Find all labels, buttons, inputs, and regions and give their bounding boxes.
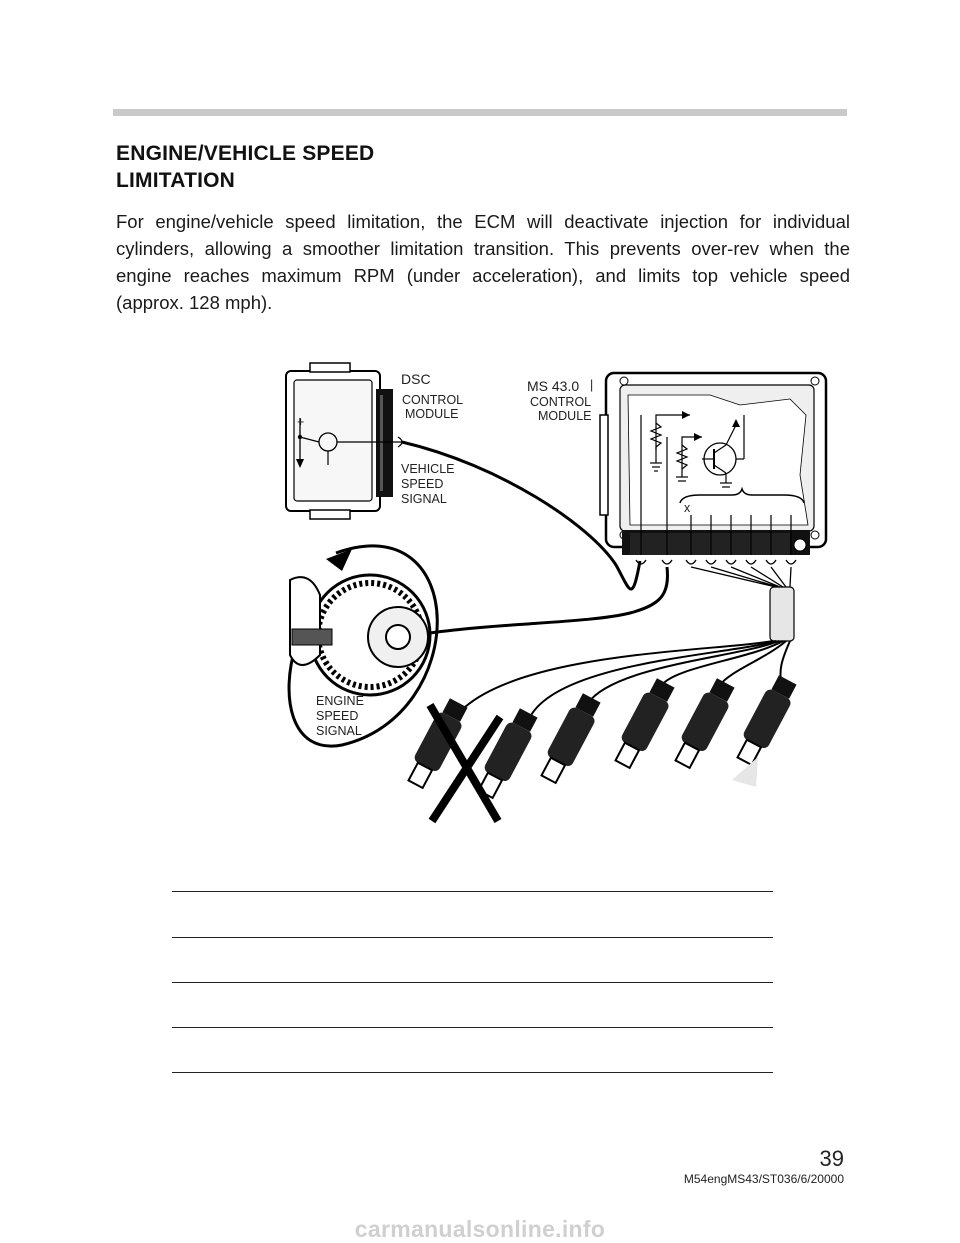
wire-bundle [691,567,794,641]
injectors [403,673,800,800]
ess-label-1: ENGINE [316,694,364,708]
ecm-label: MS 43.0 [527,378,580,394]
note-line-2 [172,937,773,938]
note-line-1 [172,891,773,892]
x-mark: x [684,501,691,515]
ess-label-2: SPEED [316,709,359,723]
body-paragraph: For engine/vehicle speed limitation, the ECM will deactivate injection for individual cylinders, allowing a smoother limitation transition. This prevents over-rev when the engine reaches maximum RPM (under acceleration), and limits top vehicle speed (approx. 128 mph). [116,211,850,313]
plus-mark: + [297,415,305,429]
dsc-label: DSC [401,371,431,387]
diagram-svg [270,355,830,830]
top-rule [113,109,847,116]
watermark: carmanualsonline.info [354,1216,606,1242]
ecm-sublabel-1: CONTROL [530,395,592,409]
dsc-module [286,363,402,519]
ess-label-3: SIGNAL [316,724,362,738]
document-code: M54engMS43/ST036/6/20000 [683,1172,844,1186]
ecm-module [600,373,826,555]
page-number: 39 [819,1146,844,1171]
dsc-sublabel-2: MODULE [405,407,459,421]
vss-label-2: SPEED [401,477,444,491]
note-line-5 [172,1072,773,1073]
title-line-1: ENGINE/VEHICLE SPEED [116,142,375,165]
vss-label-3: SIGNAL [401,492,447,506]
note-line-3 [172,982,773,983]
note-line-4 [172,1027,773,1028]
ecm-sublabel-2: MODULE [538,409,592,423]
svg-text:|: | [590,378,594,392]
dsc-sublabel-1: CONTROL [402,393,464,407]
vss-label-1: VEHICLE [401,462,455,476]
title-line-2: LIMITATION [116,169,236,192]
crankshaft-illustration [289,546,437,746]
section-title [116,140,374,194]
speed-limitation-diagram [270,355,830,830]
